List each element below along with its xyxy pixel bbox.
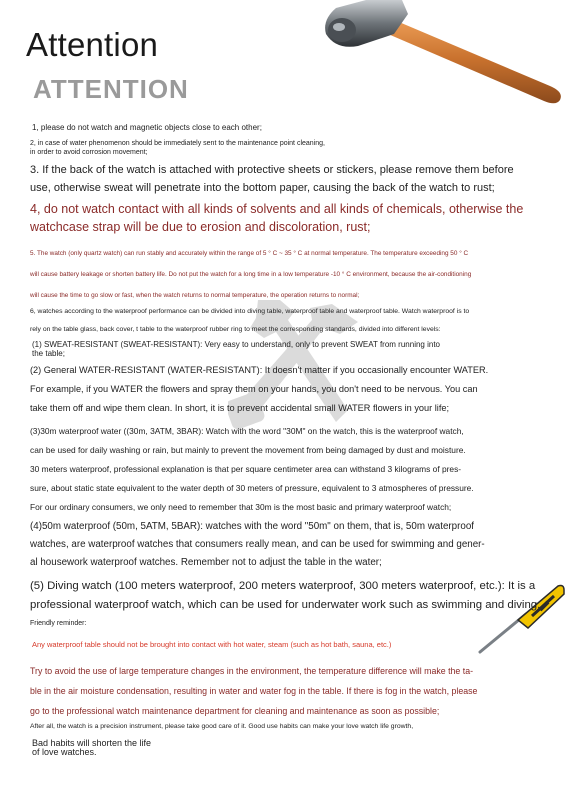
reminder-heading: Friendly reminder:: [30, 620, 87, 627]
note-magnetic: 1, please do not watch and magnetic objects close to each other;: [32, 123, 262, 132]
note-solvents-chemicals: 4, do not watch contact with all kinds of solvents and all kinds of chemicals, otherwise the watchcase strap will be due to erosion and discoloration, rust;: [30, 202, 524, 234]
note-water-phenomenon: 2, in case of water phenomenon should be immediately sent to the maintenance point cleaning, in order to avoid corrosion movement;: [30, 140, 325, 156]
level-diving-watch: (5) Diving watch (100 meters waterproof, 200 meters waterproof, 300 meters waterproof, etc.): It is a professional waterproof watch, which can be used for underwater work such as swimming and diving.: [30, 580, 541, 611]
level-sweat-resistant: (1) SWEAT-RESISTANT (SWEAT-RESISTANT): Very easy to understand, only to prevent SWEAT from running into the table;: [32, 340, 440, 358]
level-50m-waterproof: (4)50m waterproof (50m, 5ATM, 5BAR): watches with the word "50m" on them, that is, 50m waterproof watches, are waterproof watches that consumers really mean, and can be used for swimming and gener- al housework waterproof watches. Remember not to adjust the table in the water;: [30, 521, 485, 568]
note-temperature-range: 5. The watch (only quartz watch) can run stably and accurately within the range of 5 ° C ~ 35 ° C at normal temperature. The temperature exceeding 50 ° C will cause battery leakage or shorten battery life. Do not put the watch for a long time in a low temperature -10 ° C environment, because the air-conditioning will cause the time to go slow or fast, when the watch returns to normal temperature, the operation returns to normal;: [30, 250, 472, 299]
page-title: Attention: [26, 26, 159, 63]
level-30m-waterproof: (3)30m waterproof water ((30m, 3ATM, 3BAR): Watch with the word "30M" on the watch, this is the waterproof watch, can be used for daily washing or rain, but mainly to prevent the movement from being damaged by dust and moisture. 30 meters waterproof, professional explanation is that per square centimeter area can withstand 3 kilograms of pres- sure, about static state equivalent to the water depth of 30 meters of pressure, equivalent to 3 atmospheres of pressure. For our ordinary consumers, we only need to remember that 30m is the most basic and primary waterproof watch;: [30, 426, 474, 512]
reminder-temperature-changes: Try to avoid the use of large temperature changes in the environment, the temperature difference will make the ta- ble in the air moisture condensation, resulting in water and water fog in the table. If there is fog in the watch, please go to the professional watch maintenance department for cleaning and maintenance as soon as possible;: [30, 666, 478, 716]
hammer-icon: [318, 0, 565, 105]
level-water-resistant: (2) General WATER-RESISTANT (WATER-RESISTANT): It doesn't matter if you occasionally encounter WATER. For example, if you WATER the flowers and spray them on your hands, you don't need to be nervous. You can take them off and wipe them clean. In short, it is to prevent accidental small WATER flowers in your life;: [30, 365, 489, 413]
page-subtitle: ATTENTION: [33, 74, 189, 104]
reminder-bad-habits: Bad habits will shorten the life of love watches.: [32, 738, 152, 757]
note-protective-sheets: 3. If the back of the watch is attached with protective sheets or stickers, please remove them before use, otherwise sweat will penetrate into the bottom paper, causing the back of the watch to rust;: [30, 164, 514, 194]
reminder-precision-instrument: After all, the watch is a precision instrument, please take good care of it. Good use habits can make your love watch life growth,: [30, 723, 414, 730]
note-waterproof-levels: 6, watches according to the waterproof performance can be divided into diving table, waterproof table and waterproof table. Watch waterproof is to rely on the table glass, back cover, t table to the waterproof rubber ring to meet the corresponding standards, divided into different levels:: [30, 308, 470, 333]
reminder-hot-water: Any waterproof table should not be brought into contact with hot water, steam (such as hot bath, sauna, etc.): [32, 640, 392, 649]
